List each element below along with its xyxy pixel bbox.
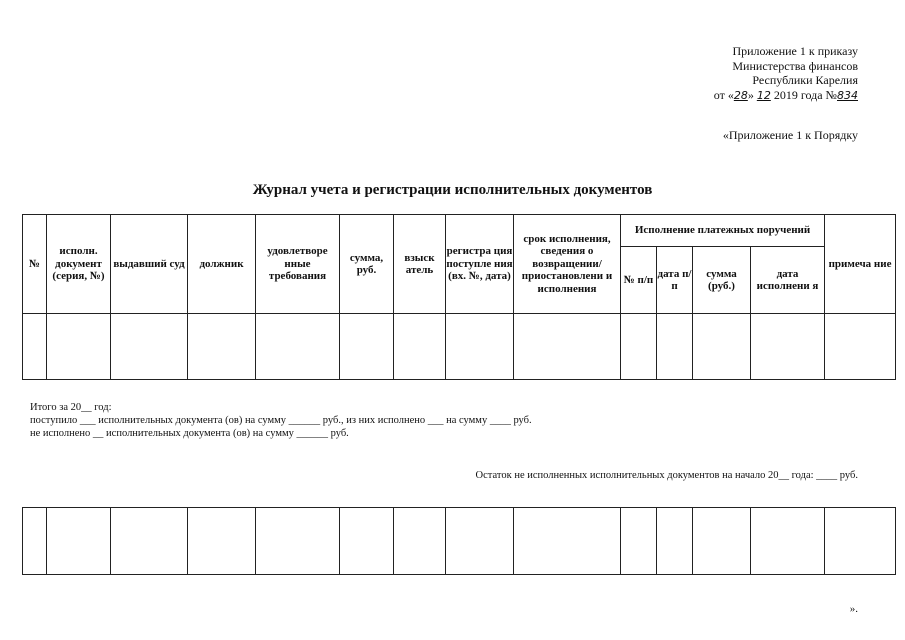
col-header-payment-date: дата п/п (657, 247, 693, 314)
table-cell (621, 314, 657, 380)
number-sign: № (825, 87, 837, 102)
table-cell (340, 314, 394, 380)
table-cell (825, 314, 896, 380)
table-cell (188, 314, 256, 380)
col-header-creditor: взыск атель (394, 215, 446, 314)
date-prefix: от « (713, 87, 734, 102)
table-cell (394, 508, 446, 575)
table-cell (256, 314, 340, 380)
table-cell (693, 314, 751, 380)
appendix-line: «Приложение 1 к Порядку (722, 128, 858, 142)
table-cell (657, 314, 693, 380)
date-mid: » (747, 87, 754, 102)
col-header-debtor: должник (188, 215, 256, 314)
col-header-court: выдавший суд (111, 215, 188, 314)
remainder-line: Остаток не исполненных исполнительных документов на начало 20__ года: ____ руб. (475, 470, 858, 481)
table-cell (446, 314, 514, 380)
col-header-note: примеча ние (825, 215, 896, 314)
date-suffix: 2019 года (773, 87, 823, 102)
table-row (23, 314, 896, 380)
table-cell (657, 508, 693, 575)
document-title: Журнал учета и регистрации исполнительных документов (252, 182, 653, 198)
col-header-execution-date: дата исполнени я (751, 247, 825, 314)
table-cell (446, 508, 514, 575)
header-date-line (598, 88, 858, 104)
col-header-payment-sum: сумма (руб.) (693, 247, 751, 314)
table-cell (23, 508, 47, 575)
date-month: 12 (756, 88, 771, 102)
table-cell (111, 508, 188, 575)
journal-table-continued (22, 507, 896, 575)
col-header-payment-no: № п/п (621, 247, 657, 314)
col-header-document: исполн. документ (серия, №) (47, 215, 111, 314)
col-header-no: № (23, 215, 47, 314)
order-header (598, 44, 858, 103)
table-cell (751, 508, 825, 575)
table-row (23, 508, 896, 575)
totals-line-3: не исполнено __ исполнительных документа (ов) на сумму ______ руб. (30, 428, 349, 439)
table-cell (256, 508, 340, 575)
table-cell (621, 508, 657, 575)
table-cell (825, 508, 896, 575)
header-line-2: Министерства финансов (732, 58, 858, 73)
col-header-claims: удовлетворе нные требования (256, 215, 340, 314)
date-day: 28 (733, 88, 748, 102)
table-cell (47, 314, 111, 380)
totals-line-1: Итого за 20__ год: (30, 402, 112, 413)
journal-table (22, 214, 896, 380)
header-line-3: Республики Карелия (752, 73, 858, 87)
order-number: 834 (837, 88, 858, 102)
header-line-1: Приложение 1 к приказу (732, 44, 858, 58)
table-cell (394, 314, 446, 380)
col-header-registration: регистра ция поступле ния (вх. №, дата) (446, 215, 514, 314)
table-cell (23, 314, 47, 380)
table-cell (693, 508, 751, 575)
table-cell (514, 314, 621, 380)
table-cell (514, 508, 621, 575)
table-cell (340, 508, 394, 575)
totals-block (30, 401, 532, 440)
totals-line-2: поступило ___ исполнительных документа (ов) на сумму ______ руб., из них исполнено ___ на сумму ____ руб. (30, 415, 532, 426)
table-cell (111, 314, 188, 380)
col-header-term: срок исполнения, сведения о возвращении/ приостановлени и исполнения (514, 215, 621, 314)
table-cell (188, 508, 256, 575)
closing-quote: ». (849, 603, 858, 615)
col-header-sum: сумма, руб. (340, 215, 394, 314)
col-header-payments-group: Исполнение платежных поручений (621, 215, 825, 247)
table-cell (751, 314, 825, 380)
table-cell (47, 508, 111, 575)
